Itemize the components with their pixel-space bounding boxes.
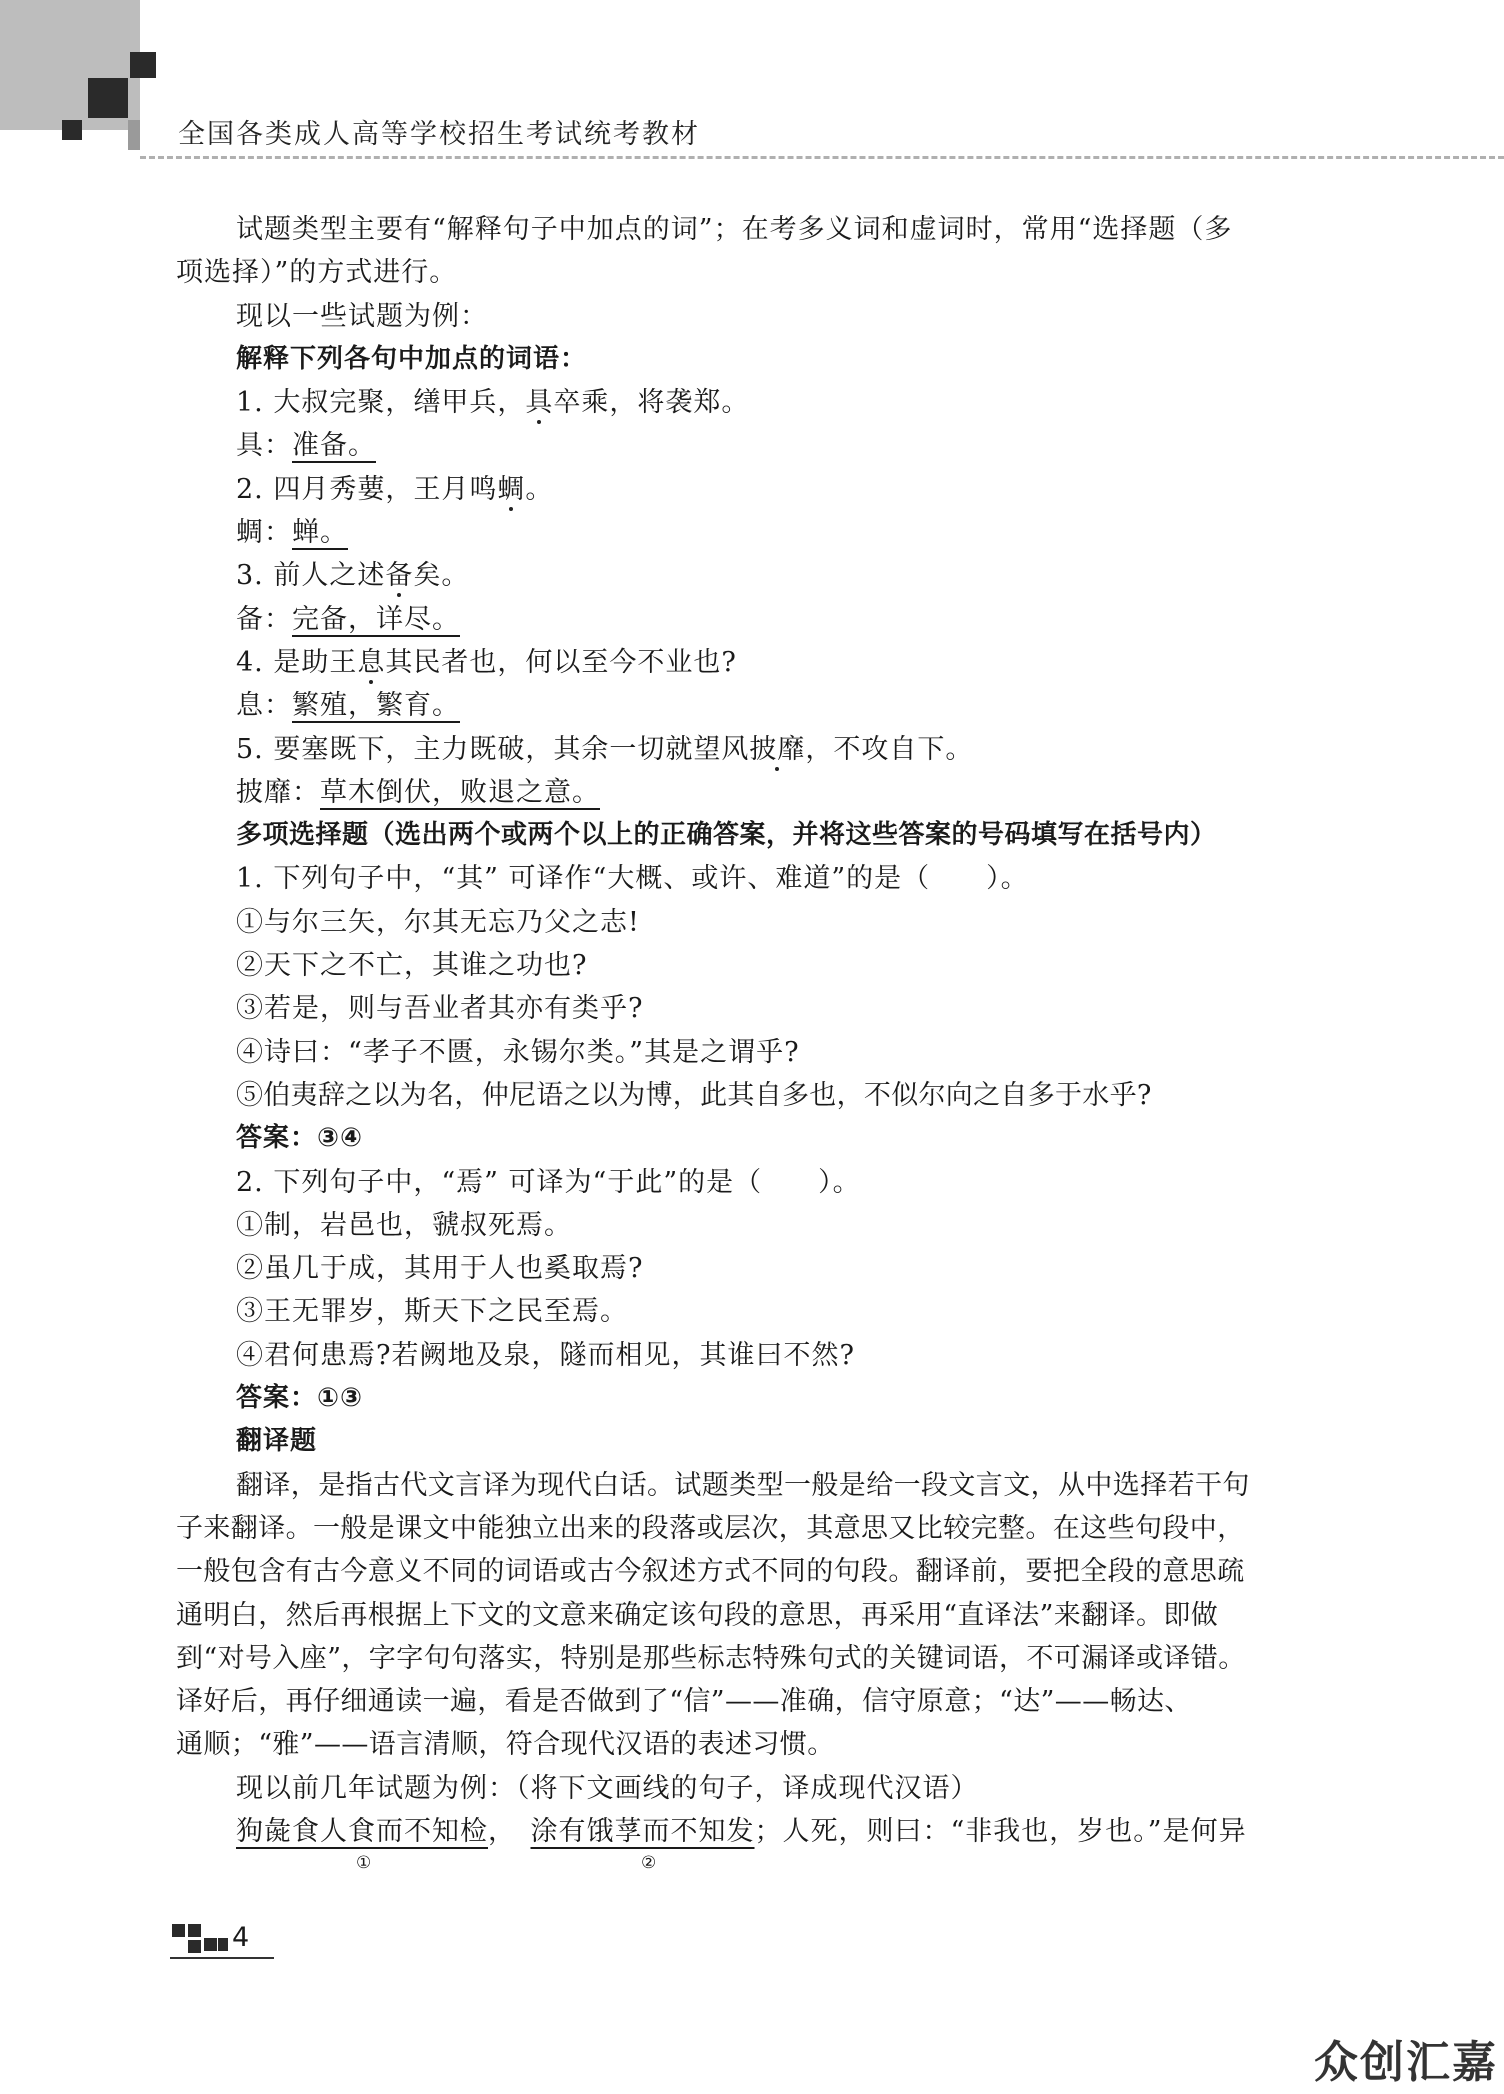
intro-line: 试题类型主要有“解释句子中加点的词”；在考多义词和虚词时，常用“选择题（多 bbox=[236, 214, 1233, 245]
answer-line: 答案：③④ bbox=[236, 1123, 364, 1154]
marker-2: ② bbox=[641, 1853, 657, 1874]
option-item: ②虽几于成，其用于人也奚取焉? bbox=[236, 1253, 644, 1285]
explain-heading: 解释下列各句中加点的词语： bbox=[236, 343, 588, 374]
paragraph-line: 翻译，是指古代文言译为现代白话。试题类型一般是给一段文言文，从中选择若干句 bbox=[236, 1469, 1250, 1501]
paragraph-line: 到“对号入座”，字字句句落实，特别是那些标志特殊句式的关键词语，不可漏译或译错。 bbox=[176, 1642, 1246, 1674]
page-number: 4 bbox=[232, 1922, 250, 1953]
example-intro: 现以前几年试题为例：（将下文画线的句子，译成现代汉语） bbox=[236, 1772, 979, 1804]
option-item: ②天下之不亡，其谁之功也? bbox=[236, 950, 588, 982]
footer-decoration-square bbox=[172, 1924, 185, 1937]
underlined-sentence-1: 狗彘食人食而不知检 bbox=[236, 1815, 488, 1847]
explain-question: 5. 要塞既下，主力既破，其余一切就望风披靡，不攻自下。 bbox=[236, 733, 974, 765]
header-decoration-square bbox=[62, 120, 82, 140]
paragraph-line: 通明白，然后再根据上下文的文意来确定该句段的意思，再采用“直译法”来翻译。即做 bbox=[176, 1599, 1219, 1631]
option-item: ①与尔三矢，尔其无忘乃父之志! bbox=[236, 906, 640, 938]
example-passage: 狗彘食人食而不知检， 涂有饿莩而不知发；人死，则曰：“非我也，岁也。”是何异 bbox=[236, 1815, 1247, 1847]
question-stem: 2. 下列句子中，“焉” 可译为“于此”的是（ ）。 bbox=[236, 1166, 861, 1198]
watermark-text: 众创汇嘉 bbox=[1314, 2037, 1498, 2088]
page-body bbox=[176, 208, 1316, 1883]
underlined-sentence-2: 涂有饿莩而不知发 bbox=[530, 1815, 755, 1847]
footer-decoration-square bbox=[188, 1924, 201, 1937]
multi-choice-heading: 多项选择题（选出两个或两个以上的正确答案，并将这些答案的号码填写在括号内） bbox=[236, 820, 1217, 851]
option-item: ⑤伯夷辞之以为名，仲尼语之以为博，此其自多也，不似尔向之自多于水乎? bbox=[236, 1079, 1152, 1111]
explain-question: 2. 四月秀葽，王月鸣蜩。 bbox=[236, 473, 554, 505]
option-item: ④诗曰：“孝子不匮，永锡尔类。”其是之谓乎? bbox=[236, 1036, 800, 1068]
paragraph-line: 通顺；“雅”——语言清顺，符合现代汉语的表述习惯。 bbox=[176, 1729, 835, 1761]
running-header-title: 全国各类成人高等学校招生考试统考教材 bbox=[178, 119, 700, 150]
footer-decoration-square bbox=[204, 1938, 217, 1951]
example-markers bbox=[236, 1853, 1316, 1883]
header-decoration-square bbox=[88, 78, 128, 118]
explain-answer: 备：完备，详尽。 bbox=[236, 603, 460, 635]
explain-question: 1. 大叔完聚，缮甲兵，具卒乘，将袭郑。 bbox=[236, 387, 750, 419]
explain-answer: 披靡：草木倒伏，败退之意。 bbox=[236, 776, 600, 808]
option-item: ④君何患焉?若阙地及泉，隧而相见，其谁曰不然? bbox=[236, 1339, 855, 1371]
header-decoration-square bbox=[128, 120, 140, 150]
footer-decoration-square bbox=[188, 1940, 201, 1953]
explain-answer: 息：繁殖，繁育。 bbox=[236, 690, 460, 722]
explain-answer: 具：准备。 bbox=[236, 430, 376, 462]
footer-rule bbox=[170, 1957, 274, 1959]
paragraph-line: 一般包含有古今意义不同的词语或古今叙述方式不同的句段。翻译前，要把全段的意思疏 bbox=[176, 1556, 1245, 1588]
option-item: ③王无罪岁，斯天下之民至焉。 bbox=[236, 1296, 628, 1328]
intro-line: 项选择）”的方式进行。 bbox=[176, 257, 458, 289]
question-stem: 1. 下列句子中，“其” 可译作“大概、或许、难道”的是（ ）。 bbox=[236, 863, 1029, 895]
explain-question: 3. 前人之述备矣。 bbox=[236, 560, 470, 592]
explain-question: 4. 是助王息其民者也，何以至今不业也? bbox=[236, 646, 737, 678]
marker-1: ① bbox=[356, 1853, 372, 1874]
paragraph-line: 译好后，再仔细通读一遍，看是否做到了“信”——准确，信守原意；“达”——畅达、 bbox=[176, 1686, 1192, 1718]
header-decoration-square bbox=[130, 52, 156, 78]
footer-decoration-square bbox=[218, 1938, 228, 1951]
option-item: ①制，岩邑也，虢叔死焉。 bbox=[236, 1209, 572, 1241]
paragraph-line: 子来翻译。一般是课文中能独立出来的段落或层次，其意思又比较完整。在这些句段中， bbox=[176, 1512, 1245, 1544]
answer-line: 答案：①③ bbox=[236, 1383, 364, 1414]
translate-heading: 翻译题 bbox=[236, 1426, 318, 1457]
option-item: ③若是，则与吾业者其亦有类乎? bbox=[236, 993, 644, 1025]
explain-answer: 蜩：蝉。 bbox=[236, 517, 348, 549]
header-divider bbox=[140, 156, 1504, 159]
intro-line: 现以一些试题为例： bbox=[236, 300, 488, 332]
